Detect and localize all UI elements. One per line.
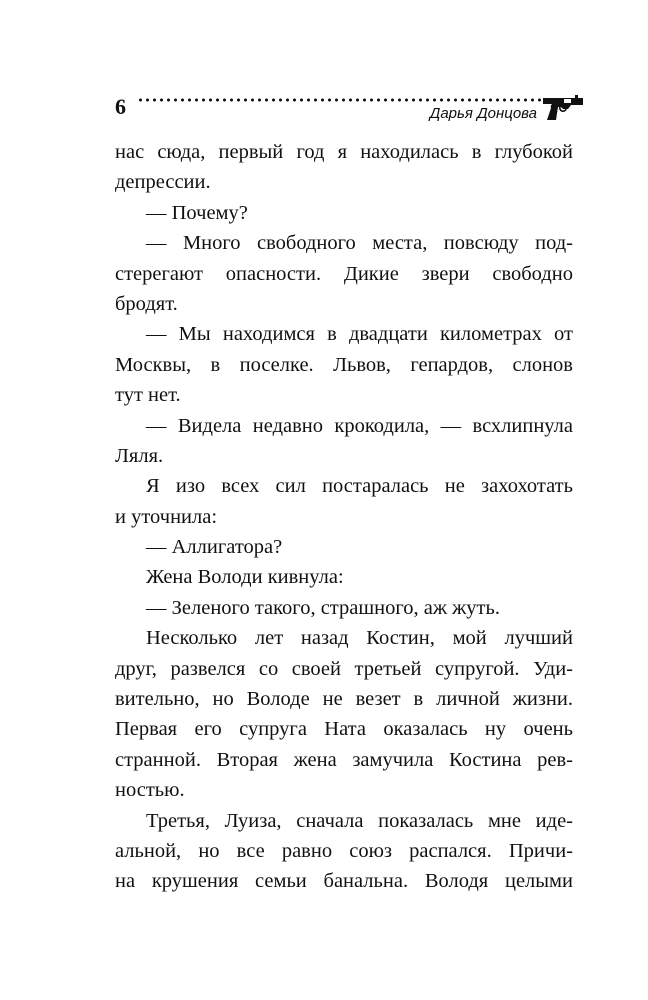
dotted-rule — [137, 98, 557, 102]
text-line: альной, но все равно союз распался. Причи- — [115, 839, 573, 862]
running-header — [115, 92, 585, 128]
text-line: — Мы находимся в двадцати километрах от — [146, 323, 573, 346]
page-number: 6 — [115, 94, 126, 119]
text-line: и уточнила: — [115, 505, 218, 528]
text-line: на крушения семьи банальна. Володя целыми — [115, 870, 573, 893]
text-line: Ляля. — [115, 444, 164, 467]
text-line: Несколько лет назад Костин, мой лучший — [146, 627, 573, 650]
text-line: бродят. — [115, 292, 178, 315]
text-line: Третья, Луиза, сначала показалась мне иде- — [146, 809, 573, 832]
text-line: стерегают опасности. Дикие звери свободно — [115, 262, 573, 285]
text-line: — Почему? — [146, 201, 248, 224]
text-line: Жена Володи кивнула: — [146, 566, 344, 589]
text-line: — Аллигатора? — [146, 536, 283, 559]
text-line: Москвы, в поселке. Львов, гепардов, слонов — [115, 353, 573, 376]
text-line: тут нет. — [115, 384, 181, 407]
text-line: странной. Вторая жена замучила Костина рев- — [115, 748, 573, 771]
text-line: друг, развелся со своей третьей супругой. Уди- — [115, 657, 573, 680]
author-name: Дарья Донцова — [429, 105, 537, 122]
text-line: Я изо всех сил постаралась не захохотать — [146, 475, 573, 498]
body-text — [115, 137, 573, 897]
revolver-icon — [541, 92, 585, 122]
text-line: — Много свободного места, повсюду под- — [146, 232, 573, 255]
text-line: — Зеленого такого, страшного, аж жуть. — [146, 596, 500, 619]
text-line: нас сюда, первый год я находилась в глубокой — [115, 141, 573, 163]
text-line: вительно, но Володе не везет в личной жизни. — [115, 688, 573, 711]
text-line: депрессии. — [115, 171, 211, 194]
text-line: Первая его супруга Ната оказалась ну очень — [115, 718, 573, 741]
text-line: — Видела недавно крокодила, — всхлипнула — [146, 414, 573, 437]
text-line: ностью. — [115, 779, 185, 802]
